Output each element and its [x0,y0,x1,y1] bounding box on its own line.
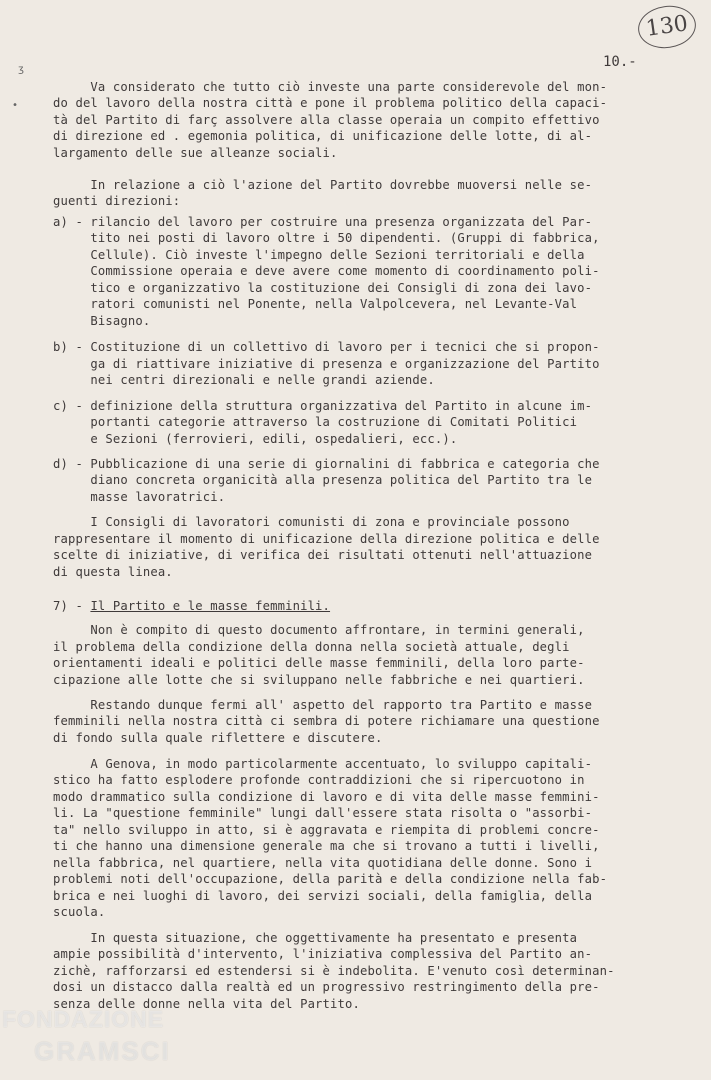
text-line: Non è compito di questo documento affrontare, in termini generali, [53,623,585,637]
text-line: femminili nella nostra città ci sembra di potere richiamare una questione [53,714,600,728]
section-title: Il Partito e le masse femminili. [90,599,331,613]
text-line: Bisagno. [53,314,151,328]
text-line: e Sezioni (ferrovieri, edili, ospedalieri, ecc.). [53,432,458,446]
text-line: tà del Partito di farç assolvere alla classe operaia un compito effettivo [53,113,600,127]
archive-page-stamp: 130 [635,2,698,52]
section-number: 7) - [53,599,91,613]
text-line: ti che hanno una dimensione generale ma che si trovano a tutti i livelli, [53,839,600,853]
text-line: ga di riattivare iniziative di presenza e organizzazione del Partito [53,357,600,371]
text-line: A Genova, in modo particolarmente accentuato, lo sviluppo capitali- [53,757,593,771]
watermark-fondazione: FONDAZIONE [2,1006,165,1032]
watermark-gramsci: GRAMSCI [34,1036,171,1066]
margin-dot: • [12,100,19,111]
text-line: Va considerato che tutto ciò investe una parte considerevole del mon- [53,80,608,94]
text-line: brica e nei luoghi di lavoro, dei servizi sociali, della famiglia, della [53,889,593,903]
text-line: problemi noti dell'occupazione, della parità e della condizione nella fab- [53,872,608,886]
text-line: diano concreta organicità alla presenza politica del Partito tra le [53,473,593,487]
text-line: ta" nello sviluppo in atto, si è aggravata e riempita di problemi concre- [53,823,600,837]
text-line: largamento delle sue alleanze sociali. [53,146,338,160]
text-line: rappresentare il momento di unificazione della direzione politica e delle [53,532,600,546]
text-line: di fondo sulla quale riflettere e discutere. [53,731,383,745]
text-line: nei centri direzionali e nelle grandi aziende. [53,373,435,387]
text-line: li. La "questione femminile" lungi dall'essere stata risolta o "assorbi- [53,806,593,820]
text-line: scelte di iniziative, di verifica dei risultati ottenuti nell'attuazione [53,548,593,562]
text-line: ampie possibilità d'intervento, l'iniziativa complessiva del Partito an- [53,947,593,961]
text-line: di direzione ed . egemonia politica, di unificazione delle lotte, di al- [53,129,593,143]
text-line: nella fabbrica, nel quartiere, nella vita quotidiana delle donne. Sono i [53,856,593,870]
text-line: Restando dunque fermi all' aspetto del rapporto tra Partito e masse [53,698,593,712]
text-line: portanti categorie attraverso la costruzione di Comitati Politici [53,415,578,429]
text-line: senza delle donne nella vita del Partito. [53,997,360,1011]
text-line: dosi un distacco dalla realtà ed un progressivo restringimento della pre- [53,980,600,994]
margin-mark: ʒ [18,64,25,75]
text-line: do del lavoro della nostra città e pone il problema politico della capaci- [53,96,608,110]
text-line: zichè, rafforzarsi ed estendersi si è indebolita. E'venuto così determinan- [53,964,615,978]
list-item-d: d) - Pubblicazione di una serie di giornalini di fabbrica e categoria che [53,457,600,471]
text-line: stico ha fatto esplodere profonde contraddizioni che si ripercuotono in [53,773,585,787]
text-line: Commissione operaia e deve avere come momento di coordinamento poli- [53,264,600,278]
list-item-b: b) - Costituzione di un collettivo di lavoro per i tecnici che si propon- [53,340,600,354]
list-item-a: a) - rilancio del lavoro per costruire una presenza organizzata del Par- [53,215,593,229]
text-line: Cellule). Ciò investe l'impegno delle Sezioni territoriali e della [53,248,585,262]
text-line: guenti direzioni: [53,194,181,208]
list-item-c: c) - definizione della struttura organizzativa del Partito in alcune im- [53,399,593,413]
text-line: orientamenti ideali e politici delle masse femminili, della loro parte- [53,656,585,670]
text-line: scuola. [53,905,106,919]
text-line: il problema della condizione della donna nella società attuale, degli [53,640,570,654]
text-line: I Consigli di lavoratori comunisti di zona e provinciale possono [53,515,570,529]
text-line: modo drammatico sulla condizione di lavoro e di vita delle masse femmini- [53,790,600,804]
text-line: cipazione alle lotte che si sviluppano nelle fabbriche e nei quartieri. [53,673,585,687]
page-number: 10.- [603,54,637,70]
section-heading [53,599,330,613]
text-line: masse lavoratrici. [53,490,226,504]
text-line: ratori comunisti nel Ponente, nella Valpolcevera, nel Levante-Val [53,297,578,311]
text-line: tito nei posti di lavoro oltre i 50 dipendenti. (Gruppi di fabbrica, [53,231,600,245]
text-line: In relazione a ciò l'azione del Partito dovrebbe muoversi nelle se- [53,178,593,192]
text-line: tico e organizzativo la costituzione dei Consigli di zona dei lavo- [53,281,593,295]
text-line: di questa linea. [53,565,173,579]
text-line: In questa situazione, che oggettivamente ha presentato e presenta [53,931,578,945]
